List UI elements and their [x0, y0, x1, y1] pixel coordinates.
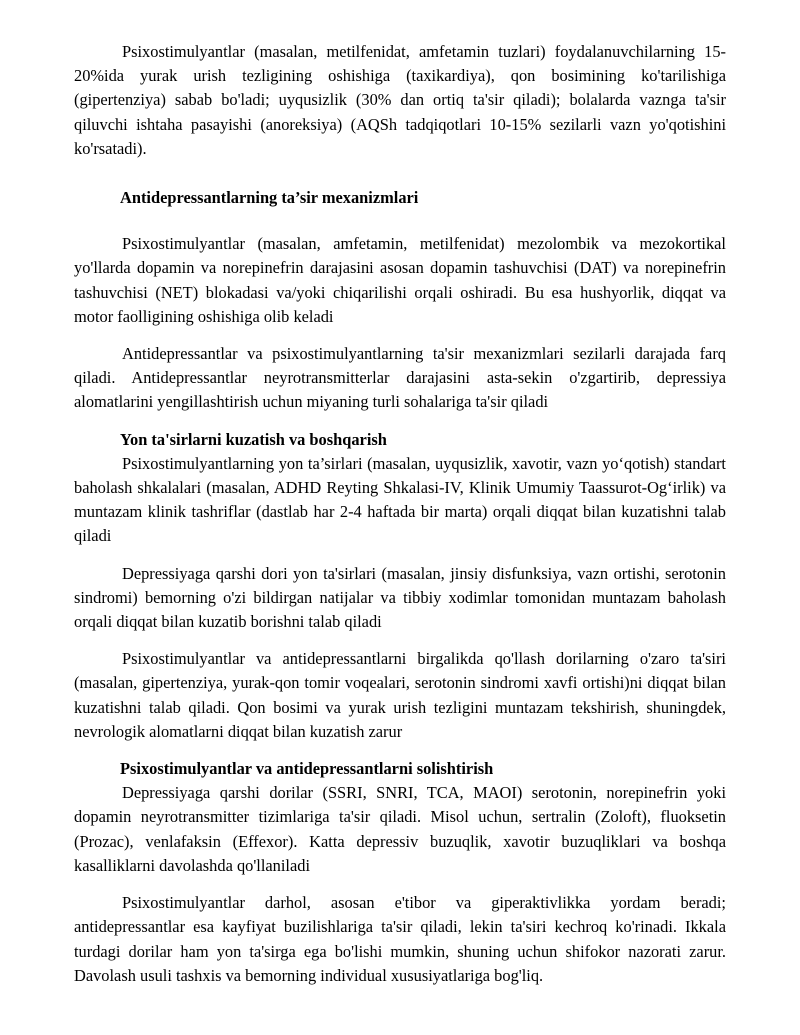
paragraph-antidepressant-types: Depressiyaga qarshi dorilar (SSRI, SNRI, TCA, MAOI) serotonin, norepinefrin yoki dopamin neyrotransmitter tizimlariga ta'sir qiladi. Misol uchun, sertralin (Zoloft), fluoksetin (Prozac), venlafaksin (Effexor). Katta depressiv buzuqlik, xavotir buzuqliklari va boshqa kasalliklarni davolashda qo'llaniladi — [74, 783, 726, 875]
paragraph-antidepressant-monitoring: Depressiyaga qarshi dori yon ta'sirlari (masalan, jinsiy disfunksiya, vazn ortishi, serotonin sindromi) bemorning o'zi bildirgan natijalar va tibbiy xodimlar tomonidan muntazam baholash orqali diqqat bilan kuzatib borishni talab qiladi — [74, 563, 726, 632]
paragraph-comparison-summary: Psixostimulyantlar darhol, asosan e'tibor va giperaktivlikka yordam beradi; antidepressantlar esa kayfiyat buzilishlariga ta'sir qiladi, lekin ta'siri kechroq ko'rinadi. Ikkala turdagi dorilar ham yon ta'sirga ega bo'lishi mumkin, shuning uchun shifokor nazorati zarur. Davolash usuli tashxis va bemorning individual xususiyatlariga bog'liq. — [74, 893, 726, 985]
paragraph-stimulant-mechanism: Psixostimulyantlar (masalan, amfetamin, metilfenidat) mezolombik va mezokortikal yo'llarda dopamin va norepinefrin darajasini asosan dopamin tashuvchisi (DAT) va norepinefrin tashuvchisi (NET) blokadasi va/yoki chiqarilishi orqali oshiradi. Bu esa hushyorlik, diqqat va motor faolligining oshishiga olib keladi — [74, 234, 726, 326]
heading-mechanisms: Antidepressantlarning ta’sir mexanizmlari — [120, 188, 419, 208]
paragraph-stimulant-monitoring: Psixostimulyantlarning yon ta’sirlari (masalan, uyqusizlik, xavotir, vazn yo‘qotish) standart baholash shkalalari (masalan, ADHD Reyting Shkalasi-IV, Klinik Umumiy Taassurot-Og‘irlik) va muntazam klinik tashriflar (dastlab har 2-4 haftada bir marta) orqali diqqat bilan kuzatishni talab qiladi — [74, 453, 726, 546]
heading-comparison: Psixostimulyantlar va antidepressantlarni solishtirish — [120, 759, 494, 779]
paragraph-stimulant-side-effects: Psixostimulyantlar (masalan, metilfenidat, amfetamin tuzlari) foydalanuvchilarning 15-20%ida yurak urish tezligining oshishiga (taxikardiya), qon bosimining ko'tarilishiga (gipertenziya) sabab bo'ladi; uyqusizlik (30% dan ortiq ta'sir qiladi); bolalarda vaznga ta'sir qiluvchi ishtaha pasayishi (anoreksiya) (AQSh tadqiqotlari 10-15% sezilarli vazn yo'qotishini ko'rsatadi). — [74, 42, 726, 158]
heading-side-effect-monitoring: Yon ta'sirlarni kuzatish va boshqarish — [120, 429, 387, 449]
paragraph-mechanism-difference: Antidepressantlar va psixostimulyantlarning ta'sir mexanizmlari sezilarli darajada farq qiladi. Antidepressantlar neyrotransmitterlar darajasini asta-sekin o'zgartirib, depressiya alomatlarini yengillashtirish uchun miyaning turli sohalariga ta'sir qiladi — [74, 344, 726, 412]
paragraph-combination-monitoring: Psixostimulyantlar va antidepressantlarni birgalikda qo'llash dorilarning o'zaro ta'siri (masalan, gipertenziya, yurak-qon tomir voqealari, serotonin sindromi xavfi ortishi)ni diqqat bilan kuzatishni talab qiladi. Qon bosimi va yurak urish tezligini muntazam tekshirish, shuningdek, nevrologik alomatlarni diqqat bilan kuzatish zarur — [74, 649, 726, 741]
document-page — [74, 40, 726, 988]
